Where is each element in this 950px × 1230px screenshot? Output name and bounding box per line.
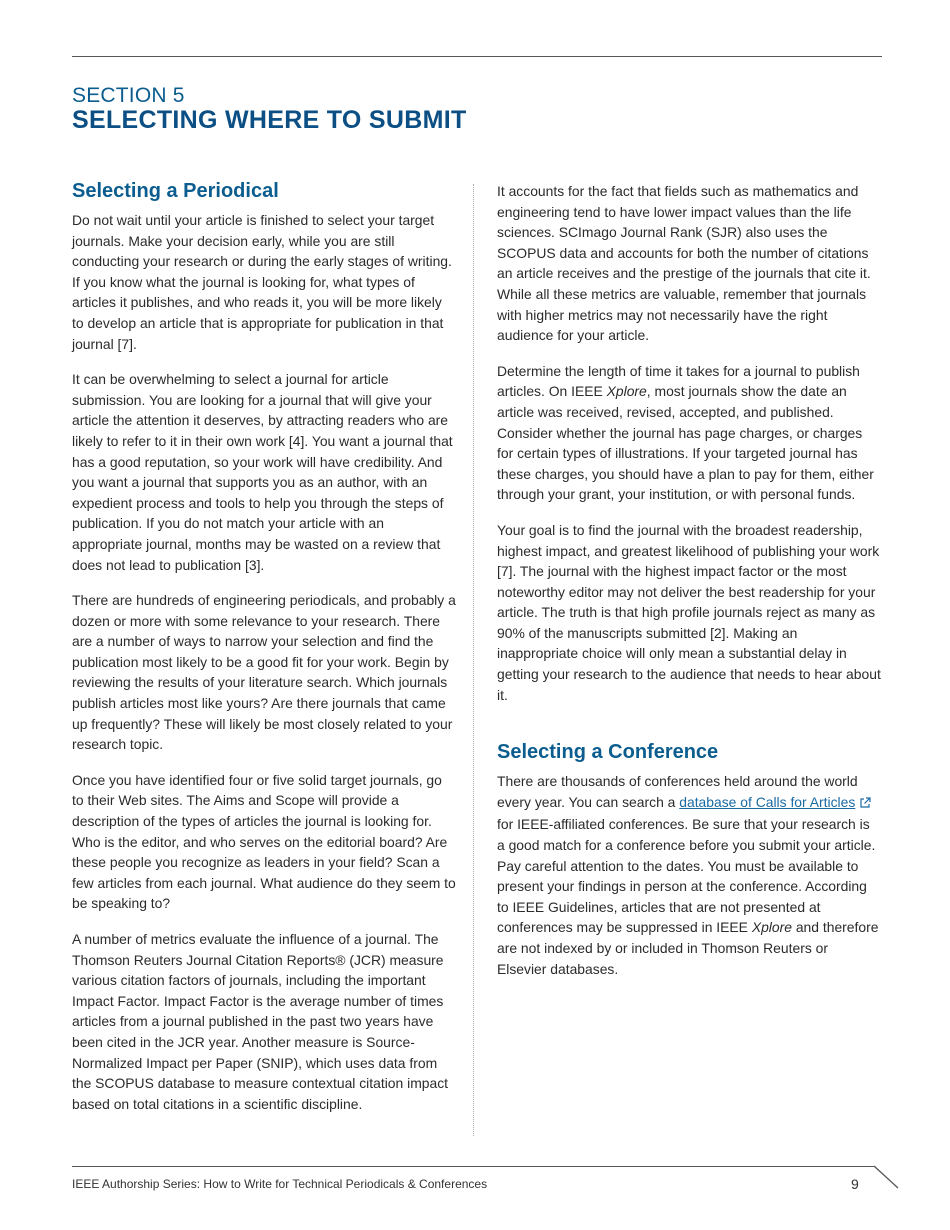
paragraph: It can be overwhelming to select a journal for article submission. You are looking for a journal that will give your article the attention it deserves, by attracting readers who are likely to refer to it in their own work [4]. You want a journal that has a good reputation, so your work will have credibility. And you want a journal that supports you as an author, with an expedient process and tools to help you through the steps of publication. If you do not match your article with an appropriate journal, months may be wasted on a review that does not lead to publication [3]. bbox=[72, 371, 453, 573]
italic-text: Xplore bbox=[751, 919, 792, 936]
section-label: SECTION 5 bbox=[72, 84, 185, 107]
external-link-icon[interactable] bbox=[859, 794, 871, 815]
heading-periodical: Selecting a Periodical bbox=[72, 180, 279, 202]
right-column bbox=[497, 181, 881, 994]
page-number: 9 bbox=[851, 1176, 859, 1192]
text: Determine the length of time it takes for a journal to publish articles. On IEEE bbox=[497, 362, 860, 400]
left-column bbox=[72, 178, 456, 1129]
text: for IEEE-affiliated conferences. Be sure that your research is a good match for a conference before you submit your article. Pay careful attention to the dates. You must be available to present your findings in person at the conference. According to IEEE Guidelines, articles that are not presented at conferences may be suppressed in IEEE bbox=[497, 816, 876, 936]
footer-rule bbox=[72, 1166, 875, 1167]
paragraph bbox=[497, 771, 881, 979]
italic-text: Xplore bbox=[606, 383, 647, 400]
paragraph bbox=[497, 361, 881, 505]
top-rule bbox=[72, 56, 882, 57]
paragraph: There are hundreds of engineering periodicals, and probably a dozen or more with some relevance to your research. There are a number of ways to narrow your selection and find the publication most likely to be a good fit for your work. Begin by reviewing the results of your literature search. Which journals publish articles most like yours? Are there journals that came up frequently? These will likely be most closely related to your research topic. bbox=[72, 592, 456, 753]
heading-conference: Selecting a Conference bbox=[497, 741, 719, 764]
paragraph: It accounts for the fact that fields such as mathematics and engineering tend to have lower impact values than the life sciences. SCImago Journal Rank (SJR) also uses the SCOPUS data and accounts for both the number of citations an article receives and the prestige of the journals that cite it. While all these metrics are valuable, remember that journals with higher metrics may not necessarily have the right audience for your article. bbox=[497, 183, 871, 344]
paragraph: Once you have identified four or five solid target journals, go to their Web sites. The Aims and Scope will provide a description of the types of articles the journal is looking for. Who is the editor, and who serves on the editorial board? Are these people you recognize as leaders in your field? Scan a few articles from each journal. What audience do they seem to be speaking to? bbox=[72, 771, 456, 912]
text: , most journals show the date an article was received, revised, accepted, and published. Consider whether the journal has page charges, or charges for certain types of illustrations. If your targeted journal has these charges, you should have a plan to pay for them, either through your grant, your institution, or with personal funds. bbox=[497, 383, 874, 503]
page-title: SELECTING WHERE TO SUBMIT bbox=[72, 106, 467, 134]
column-divider bbox=[473, 184, 474, 1136]
paragraph: Your goal is to find the journal with the broadest readership, highest impact, and greatest likelihood of publishing your work [7]. The journal with the highest impact factor or the most noteworthy editor may not deliver the best readership for your article. The truth is that high profile journals reject as many as 90% of the manuscripts submitted [2]. Making an inappropriate choice will only mean a substantial delay in getting your research to the audience that needs to hear about it. bbox=[497, 521, 881, 703]
paragraph: A number of metrics evaluate the influence of a journal. The Thomson Reuters Journal Citation Reports® (JCR) measure various citation factors of journals, including the important Impact Factor. Impact Factor is the average number of times articles from a journal published in the past two years have been cited in the JCR year. Another measure is Source-Normalized Impact per Paper (SNIP), which uses data from the SCOPUS database to measure contextual citation impact based on total citations in a scientific discipline. bbox=[72, 931, 449, 1112]
footer-corner-graphic bbox=[872, 1164, 902, 1190]
footer-text: IEEE Authorship Series: How to Write for Technical Periodicals & Conferences bbox=[72, 1177, 488, 1191]
paragraph: Do not wait until your article is finished to select your target journals. Make your decision early, while you are still conducting your research or during the early stages of writing. If you know what the journal is looking for, what types of articles it publishes, and who reads it, you will be more likely to develop an article that is appropriate for publication in that journal [7]. bbox=[72, 212, 452, 352]
calls-for-articles-link[interactable]: database of Calls for Articles bbox=[679, 793, 856, 810]
text: There are thousands of conferences held around the world every year. You can search a bbox=[497, 773, 858, 810]
text: and therefore are not indexed by or included in Thomson Reuters or Elsevier databases. bbox=[497, 919, 879, 977]
